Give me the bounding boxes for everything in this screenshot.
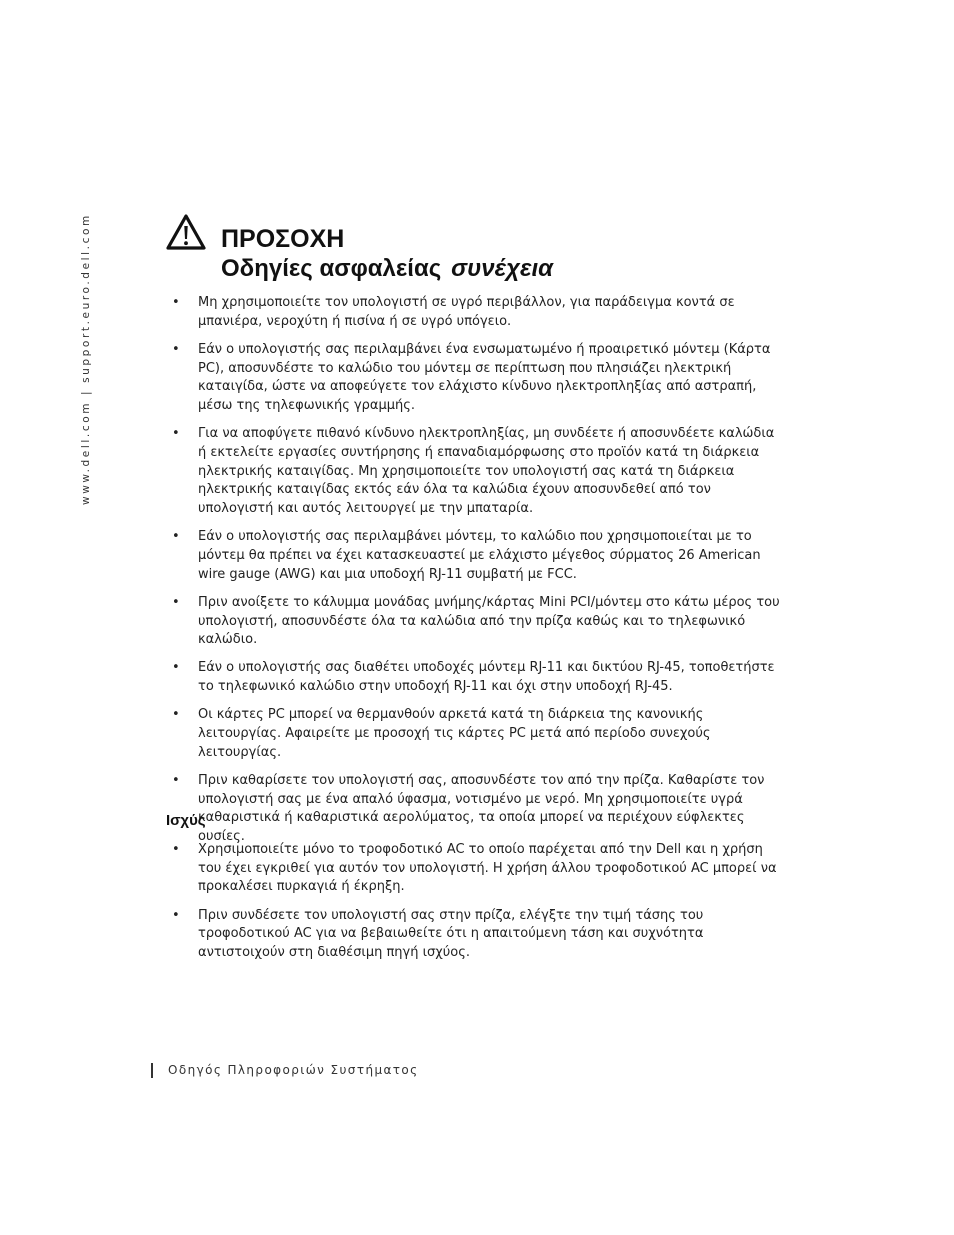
bullet-icon: • [172, 426, 180, 442]
list-item-text: Πριν καθαρίσετε τον υπολογιστή σας, αποσυνδέστε τον από την πρίζα. Καθαρίστε τον υπολογιστή σας με ένα απαλό ύφασμα, νοτισμένο με νερό. Μη χρησιμοποιείτε υγρά καθαριστικά ή καθαριστικά αερολύματος, τα οποία μπορεί να περιέχουν εύφλεκτες ουσίες. [198, 772, 765, 845]
side-url-text: www.dell.com | support.euro.dell.com [80, 213, 92, 505]
bullet-icon: • [172, 341, 180, 357]
bullet-icon: • [172, 842, 180, 857]
list-item [166, 659, 786, 696]
list-item-text: Εάν ο υπολογιστής σας διαθέτει υποδοχές μόντεμ RJ-11 και δικτύου RJ-45, τοποθετήστε το τηλεφωνικό καλώδιο στην υποδοχή RJ-11 και όχι στην υποδοχή RJ-45. [198, 660, 775, 695]
list-item [166, 907, 786, 963]
list-item-text: Για να αποφύγετε πιθανό κίνδυνο ηλεκτροπληξίας, μη συνδέετε ή αποσυνδέετε καλώδια ή εκτελείτε εργασίες συντήρησης ή επαναδιαμόρφωσης στο προϊόν κατά τη διάρκεια ηλεκτρικής καταιγίδας. Μη χρησιμοποιείτε τον υπολογιστή σας κατά τη διάρκεια ηλεκτρικής καταιγίδας εκτός εάν όλα τα καλώδια έχουν αποσυνδεθεί από τον υπολογιστή και αυτός λειτουργεί με την μπαταρία. [198, 426, 775, 517]
list-item [166, 341, 786, 416]
footer-divider [151, 1063, 153, 1078]
side-url [80, 213, 100, 505]
list-item-text: Εάν ο υπολογιστής σας περιλαμβάνει μόντεμ, το καλώδιο που χρησιμοποιείται με το μόντεμ θα πρέπει να έχει κατασκευαστεί με ελάχιστο μέγεθος σύρματος 26 American wire gauge (AWG) και μια υποδοχή RJ-11 συμβατή με FCC. [198, 529, 761, 582]
list-item [166, 841, 786, 897]
list-item [166, 294, 786, 331]
footer-title: Οδηγός Πληροφοριών Συστήματος [168, 1063, 419, 1077]
list-item-text: Πριν συνδέσετε τον υπολογιστή σας στην πρίζα, ελέγξτε την τιμή τάσης του τροφοδοτικού AC για να βεβαιωθείτε ότι η απαιτούμενη τάση και συχνότητα αντιστοιχούν στη διαθέσιμη πηγή ισχύος. [198, 907, 704, 961]
list-item-text: Οι κάρτες PC μπορεί να θερμανθούν αρκετά κατά τη διάρκεια της κανονικής λειτουργίας. Αφαιρείτε με προσοχή τις κάρτες PC μετά από περίοδο συνεχούς λειτουργίας. [198, 707, 711, 760]
bullet-icon: • [172, 660, 180, 676]
safety-bullet-list [166, 294, 786, 856]
bullet-icon: • [172, 907, 180, 923]
caution-header [166, 214, 806, 284]
list-item [166, 425, 786, 519]
caution-title: ΠΡΟΣΟΧΗ [221, 225, 345, 253]
list-item [166, 594, 786, 650]
list-item-text: Μη χρησιμοποιείτε τον υπολογιστή σε υγρό περιβάλλον, για παράδειγμα κοντά σε μπανιέρα, νεροχύτη ή πισίνα ή σε υγρό υπόγειο. [198, 295, 735, 329]
bullet-icon: • [172, 707, 180, 723]
power-section-heading: Ισχύς [166, 812, 206, 829]
subtitle-continued: συνέχεια [451, 255, 554, 282]
bullet-icon: • [172, 772, 180, 788]
subtitle-text: Οδηγίες ασφαλείας [221, 255, 442, 282]
power-bullet-list [166, 841, 786, 972]
bullet-icon: • [172, 529, 180, 545]
list-item [166, 706, 786, 762]
caution-subtitle [221, 254, 553, 284]
list-item-text: Πριν ανοίξετε το κάλυμμα μονάδας μνήμης/κάρτας Mini PCI/μόντεμ στο κάτω μέρος του υπολογιστή, αποσυνδέστε όλα τα καλώδια από την πρίζα καθώς και το τηλεφωνικό καλώδιο. [198, 594, 780, 648]
list-item [166, 528, 786, 584]
list-item-text: Χρησιμοποιείτε μόνο το τροφοδοτικό AC το οποίο παρέχεται από την Dell και η χρήση του έχει εγκριθεί για αυτόν τον υπολογιστή. Η χρήση άλλου τροφοδοτικού AC μπορεί να προκαλέσει πυρκαγιά ή έκρηξη. [198, 842, 777, 895]
bullet-icon: • [172, 295, 180, 310]
list-item-text: Εάν ο υπολογιστής σας περιλαμβάνει ένα ενσωματωμένο ή προαιρετικό μόντεμ (Κάρτα PC), αποσυνδέστε το καλώδιο του μόντεμ σε περίπτωση που πλησιάζει ηλεκτρική καταιγίδα, ώστε να αποφεύγετε τον ελάχιστο κίνδυνο ηλεκτροπληξίας από αστραπή, μέσω της τηλεφωνικής γραμμής. [198, 341, 771, 414]
list-item [166, 772, 786, 847]
warning-triangle-icon [166, 214, 206, 250]
bullet-icon: • [172, 594, 180, 610]
